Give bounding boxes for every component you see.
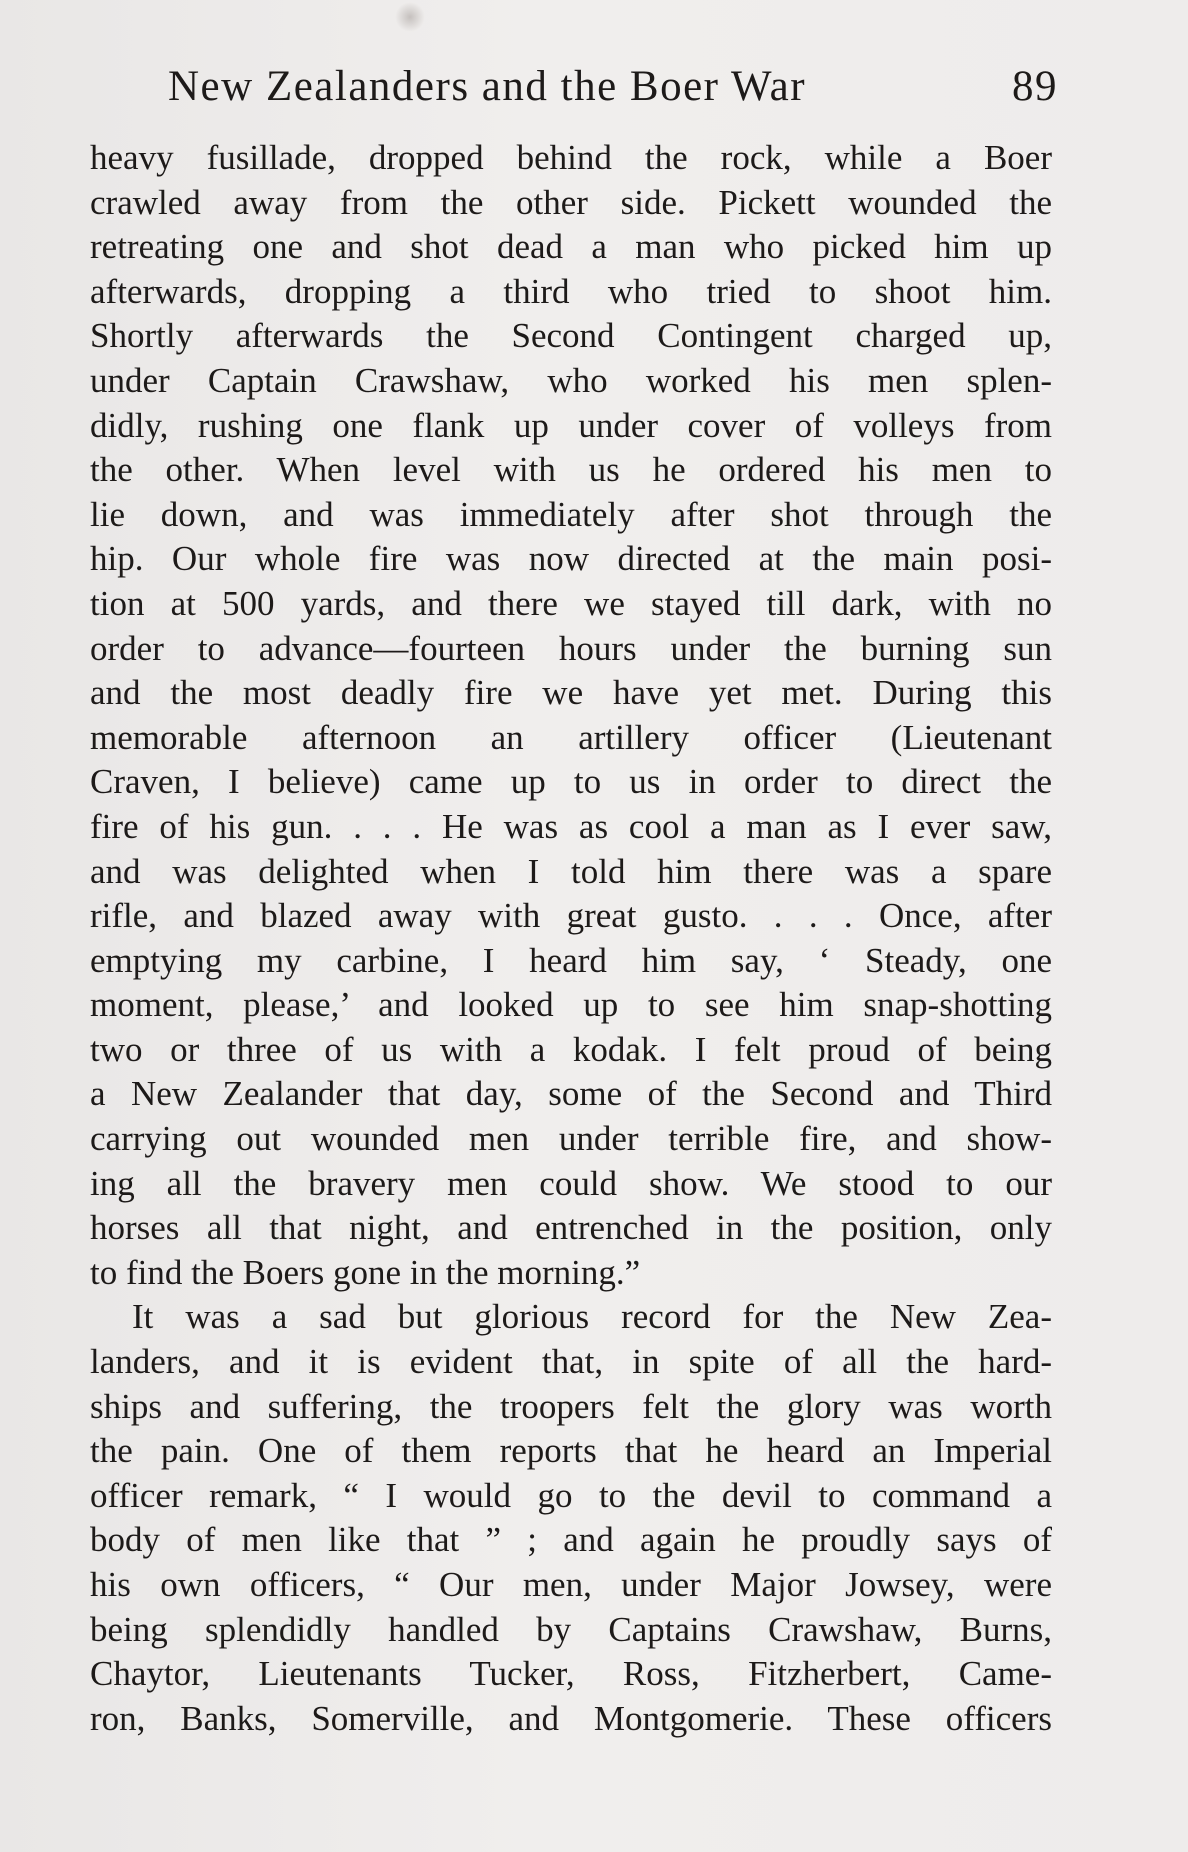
text-line: rifle, and blazed away with great gusto. . . . Once, after bbox=[90, 896, 1052, 936]
text-line: Craven, I believe) came up to us in order to direct the bbox=[90, 762, 1052, 802]
text-line: afterwards, dropping a third who tried to shoot him. bbox=[90, 271, 1052, 311]
running-head bbox=[168, 62, 1058, 116]
text-line: ing all the bravery men could show. We stood to our bbox=[90, 1163, 1052, 1203]
text-line: moment, please,’ and looked up to see him snap-shotting bbox=[90, 985, 1052, 1025]
text-line: Chaytor, Lieutenants Tucker, Ross, Fitzherbert, Came- bbox=[90, 1654, 1052, 1694]
text-line: emptying my carbine, I heard him say, ‘ Steady, one bbox=[90, 940, 1052, 980]
body-text bbox=[90, 136, 1052, 1741]
text-line: a New Zealander that day, some of the Second and Third bbox=[90, 1074, 1052, 1114]
text-line: to find the Boers gone in the morning.” bbox=[90, 1252, 641, 1292]
text-line: ron, Banks, Somerville, and Montgomerie. These officers bbox=[90, 1698, 1052, 1738]
text-line: landers, and it is evident that, in spite of all the hard- bbox=[90, 1342, 1052, 1382]
text-line: crawled away from the other side. Pickett wounded the bbox=[90, 182, 1052, 222]
text-line: ships and suffering, the troopers felt the glory was worth bbox=[90, 1386, 1052, 1426]
page-number: 89 bbox=[1012, 63, 1058, 110]
text-line: under Captain Crawshaw, who worked his men splen- bbox=[90, 360, 1052, 400]
running-head-title: New Zealanders and the Boer War bbox=[168, 63, 807, 110]
text-line: Shortly afterwards the Second Contingent charged up, bbox=[90, 316, 1052, 356]
text-line: lie down, and was immediately after shot through the bbox=[90, 494, 1052, 534]
text-line: and the most deadly fire we have yet met. During this bbox=[90, 673, 1052, 713]
text-line: body of men like that ” ; and again he proudly says of bbox=[90, 1520, 1052, 1560]
text-line: tion at 500 yards, and there we stayed till dark, with no bbox=[90, 583, 1052, 623]
text-line: two or three of us with a kodak. I felt proud of being bbox=[90, 1029, 1052, 1069]
text-line: carrying out wounded men under terrible fire, and show- bbox=[90, 1119, 1052, 1159]
text-line: hip. Our whole fire was now directed at the main posi- bbox=[90, 539, 1052, 579]
text-line: fire of his gun. . . . He was as cool a man as I ever saw, bbox=[90, 806, 1052, 846]
page-smudge bbox=[395, 2, 425, 32]
text-line: It was a sad but glorious record for the New Zea- bbox=[132, 1297, 1052, 1337]
text-line: his own officers, “ Our men, under Major Jowsey, were bbox=[90, 1565, 1052, 1604]
text-line: the pain. One of them reports that he heard an Imperial bbox=[90, 1431, 1052, 1471]
text-line: didly, rushing one flank up under cover of volleys from bbox=[90, 405, 1052, 445]
text-line: horses all that night, and entrenched in the position, only bbox=[90, 1208, 1052, 1248]
text-line: the other. When level with us he ordered his men to bbox=[90, 450, 1052, 490]
text-line: order to advance—fourteen hours under the burning sun bbox=[90, 628, 1052, 668]
text-line: heavy fusillade, dropped behind the rock, while a Boer bbox=[90, 138, 1052, 177]
text-line: retreating one and shot dead a man who picked him up bbox=[90, 227, 1052, 267]
text-line: officer remark, “ I would go to the devil to command a bbox=[90, 1475, 1052, 1515]
text-line: being splendidly handled by Captains Crawshaw, Burns, bbox=[90, 1609, 1052, 1649]
text-line: memorable afternoon an artillery officer (Lieutenant bbox=[90, 717, 1052, 757]
text-line: and was delighted when I told him there was a spare bbox=[90, 851, 1052, 891]
